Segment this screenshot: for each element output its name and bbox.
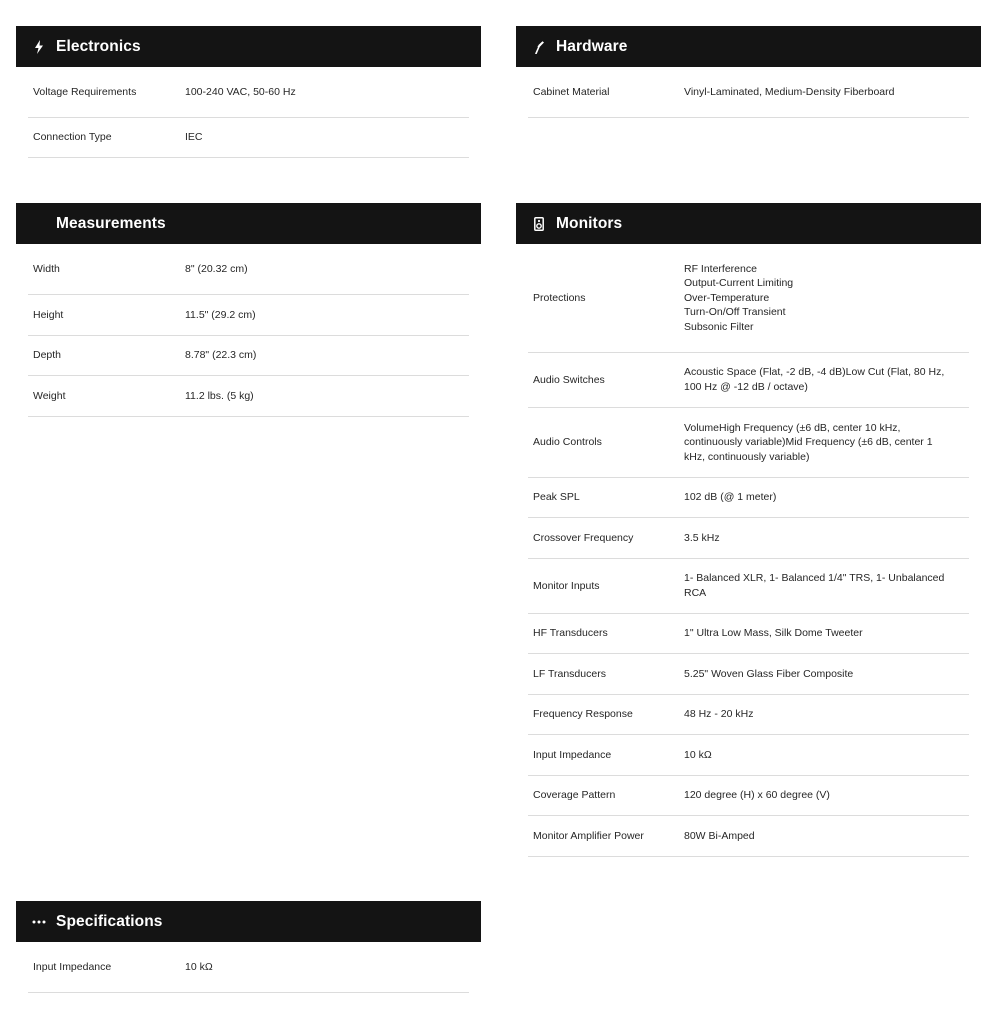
electronics-header (16, 26, 481, 67)
value-line: 102 dB (@ 1 meter) (684, 491, 777, 504)
spec-label: Audio Controls (533, 436, 602, 449)
spec-label: Width (33, 262, 60, 275)
spec-label: Voltage Requirements (33, 85, 137, 98)
spec-value (684, 748, 969, 763)
value-line: RF Interference (684, 262, 757, 275)
spec-row-input-impedance (28, 942, 469, 993)
value-line: continuously variable)Mid Frequency (±6 dB, center 1 (684, 436, 933, 449)
spec-row-width (28, 244, 469, 295)
value-line: Output-Current Limiting (684, 277, 794, 290)
section-title: Specifications (56, 912, 163, 930)
spec-row-hf-transducers (528, 614, 969, 654)
spec-label: LF Transducers (533, 667, 606, 680)
spec-value: 11.2 lbs. (5 kg) (185, 389, 254, 402)
spec-row-monitor-inputs (528, 559, 969, 614)
spec-row-monitor-amplifier-power (528, 816, 969, 857)
spec-value: Vinyl-Laminated, Medium-Density Fiberboard (684, 85, 895, 98)
value-line: 10 kΩ (684, 748, 712, 761)
spec-label: Monitor Amplifier Power (533, 829, 644, 842)
specifications-section (16, 901, 481, 993)
spec-value (684, 262, 969, 335)
spec-label: Connection Type (33, 131, 112, 144)
value-line: 1" Ultra Low Mass, Silk Dome Tweeter (684, 627, 863, 640)
measurements-icon (32, 217, 46, 231)
value-line: 3.5 kHz (684, 531, 720, 544)
value-line: Turn-On/Off Transient (684, 306, 786, 319)
spec-label: Cabinet Material (533, 85, 610, 98)
spec-label: Frequency Response (533, 708, 633, 721)
spec-label: HF Transducers (533, 627, 608, 640)
spec-row-voltage-requirements (28, 67, 469, 118)
spec-value (684, 667, 969, 682)
spec-row-weight (28, 376, 469, 417)
spec-value (684, 421, 969, 465)
speaker-icon (532, 217, 546, 231)
screwdriver-icon (532, 40, 546, 54)
electronics-section (16, 26, 481, 158)
spec-row-coverage-pattern (528, 776, 969, 816)
monitors-header (516, 203, 981, 244)
value-line: 80W Bi-Amped (684, 829, 755, 842)
spec-row-connection-type (28, 118, 469, 158)
value-line: VolumeHigh Frequency (±6 dB, center 10 kHz, (684, 421, 901, 434)
value-line: kHz, continuously variable) (684, 450, 810, 463)
spec-label: Height (33, 308, 64, 321)
spec-row-cabinet-material (528, 67, 969, 118)
value-line: 1- Balanced XLR, 1- Balanced 1/4" TRS, 1- Unbalanced (684, 572, 945, 585)
monitors-section (516, 203, 981, 857)
section-title: Monitors (556, 214, 623, 232)
value-line: 48 Hz - 20 kHz (684, 708, 754, 721)
spec-row-peak-spl (528, 478, 969, 518)
spec-label: Coverage Pattern (533, 789, 616, 802)
value-line: Over-Temperature (684, 291, 770, 304)
spec-value (684, 531, 969, 546)
spec-row-lf-transducers (528, 654, 969, 695)
spec-row-input-impedance (528, 735, 969, 776)
spec-value: 100-240 VAC, 50-60 Hz (185, 85, 296, 98)
spec-row-depth (28, 336, 469, 376)
spec-value: 11.5" (29.2 cm) (185, 308, 256, 321)
value-line: 120 degree (H) x 60 degree (V) (684, 789, 830, 802)
spec-label: Protections (533, 291, 586, 304)
value-line: Subsonic Filter (684, 320, 754, 333)
more-dots-icon (32, 915, 46, 929)
spec-label: Crossover Frequency (533, 531, 634, 544)
spec-row-height (28, 295, 469, 336)
measurements-section (16, 203, 481, 417)
spec-label: Input Impedance (33, 960, 112, 973)
value-line: RCA (684, 587, 707, 599)
spec-value (684, 490, 969, 505)
spec-label: Input Impedance (533, 748, 612, 761)
spec-value (684, 829, 969, 844)
spec-row-crossover-frequency (528, 518, 969, 559)
spec-row-frequency-response (528, 695, 969, 735)
spec-label: Monitor Inputs (533, 579, 600, 592)
spec-row-audio-controls (528, 408, 969, 478)
spec-label: Peak SPL (533, 491, 580, 504)
measurements-header (16, 203, 481, 244)
spec-value (684, 571, 969, 600)
specifications-header (16, 901, 481, 942)
value-line: 100 Hz @ -12 dB / octave) (684, 381, 808, 393)
spec-label: Depth (33, 349, 62, 362)
spec-label: Audio Switches (533, 373, 605, 386)
spec-value (684, 707, 969, 722)
hardware-header (516, 26, 981, 67)
spec-row-protections (528, 244, 969, 353)
hardware-section (516, 26, 981, 118)
spec-value: IEC (185, 131, 203, 144)
value-line: Acoustic Space (Flat, -2 dB, -4 dB)Low Cut (Flat, 80 Hz, (684, 366, 945, 379)
lightning-bolt-icon (32, 40, 46, 54)
spec-value (684, 788, 969, 803)
spec-value: 8.78" (22.3 cm) (185, 349, 257, 362)
section-title: Hardware (556, 37, 628, 55)
spec-label: Weight (33, 389, 66, 402)
section-title: Measurements (56, 214, 166, 232)
spec-row-audio-switches (528, 353, 969, 408)
spec-value (684, 626, 969, 641)
spec-value: 10 kΩ (185, 960, 213, 973)
spec-value: 8" (20.32 cm) (185, 262, 248, 275)
section-title: Electronics (56, 37, 141, 55)
spec-value (684, 365, 969, 394)
value-line: 5.25" Woven Glass Fiber Composite (684, 667, 854, 680)
